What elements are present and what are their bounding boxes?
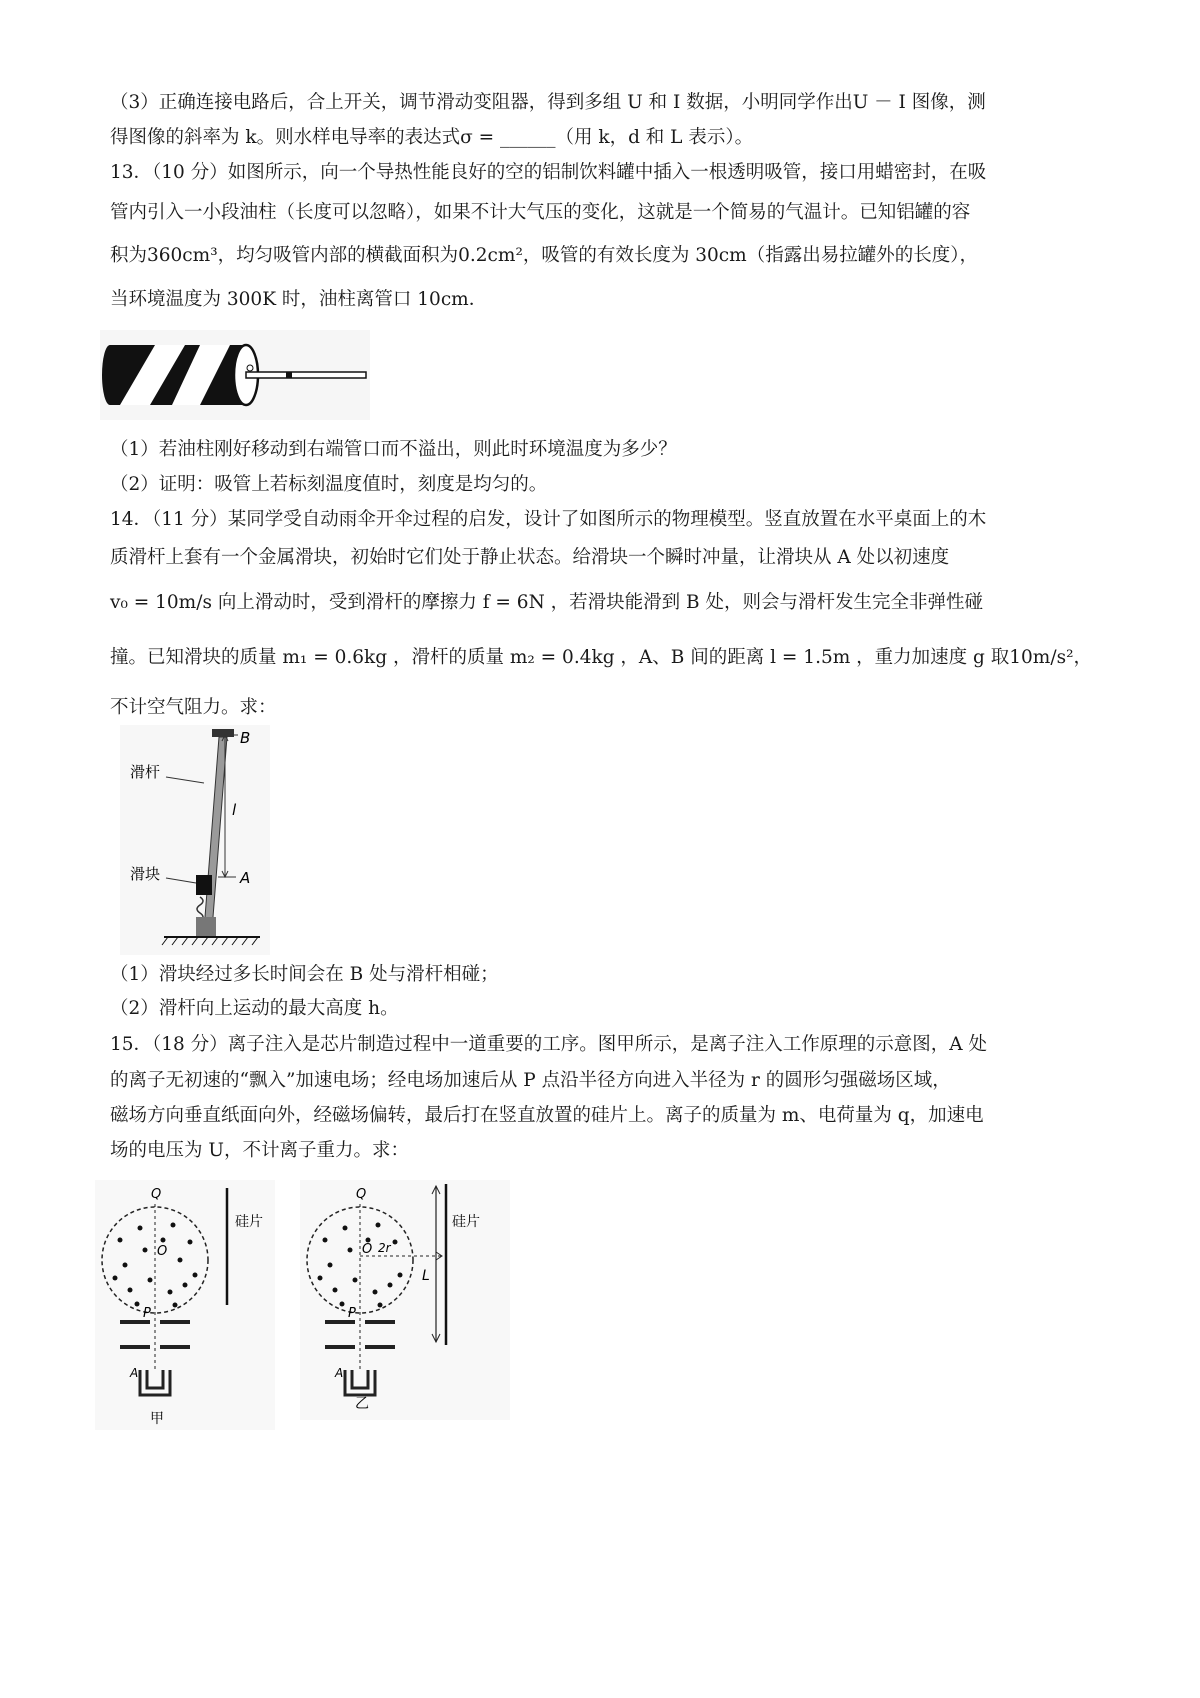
wafer-label: 硅片: [452, 1214, 480, 1230]
point-a-label: A: [335, 1366, 344, 1380]
point-p-label: P: [143, 1306, 151, 1321]
q14-line5: 不计空气阻力。求：: [110, 697, 277, 718]
point-p-label: P: [348, 1306, 356, 1321]
block-label: 滑块: [130, 865, 161, 883]
ion-implant-figure-jia: [95, 1180, 275, 1430]
point-q-label: Q: [151, 1187, 162, 1202]
q13-sub1: （1）若油柱刚好移动到右端管口而不溢出，则此时环境温度为多少？: [110, 439, 677, 460]
figure-caption-jia: 甲: [150, 1411, 164, 1427]
q13-line3: 积为360cm³，均匀吸管内部的横截面积为0.2cm²，吸管的有效长度为 30cm（指露出易拉罐外的长度），: [110, 245, 978, 266]
wafer-label: 硅片: [235, 1214, 263, 1230]
q14-sub2: （2）滑杆向上运动的最大高度 h。: [110, 998, 399, 1019]
q12-part3-line1: （3）正确连接电路后，合上开关，调节滑动变阻器，得到多组 U 和 I 数据，小明同学作出U － I 图像，测: [110, 92, 986, 113]
center-o-label: O: [362, 1242, 373, 1257]
q14-line4: 撞。已知滑块的质量 m₁ = 0.6kg ，滑杆的质量 m₂ = 0.4kg ，A、B 间的距离 l = 1.5m ，重力加速度 g 取10m/s²，: [110, 647, 1092, 668]
point-a-label: A: [130, 1366, 139, 1380]
q13-line1: 13．（10 分）如图所示，向一个导热性能良好的空的铝制饮料罐中插入一根透明吸管，接口用蜡密封，在吸: [110, 162, 987, 183]
distance-2r-label: 2r: [378, 1241, 391, 1255]
point-b-label: B: [240, 729, 251, 747]
center-o-label: O: [157, 1244, 168, 1259]
q15-line1: 15．（18 分）离子注入是芯片制造过程中一道重要的工序。图甲所示，是离子注入工作原理的示意图，A 处: [110, 1034, 987, 1055]
q13-line2: 管内引入一小段油柱（长度可以忽略），如果不计大气压的变化，这就是一个简易的气温计。已知铝罐的容: [110, 202, 971, 223]
figure-caption-yi: 乙: [355, 1396, 369, 1412]
point-q-label: Q: [356, 1187, 367, 1202]
q14-line3: v₀ = 10m/s 向上滑动时，受到滑杆的摩擦力 f = 6N ，若滑块能滑到 B 处，则会与滑杆发生完全非弹性碰: [110, 592, 984, 613]
can-thermometer-figure: [100, 330, 370, 420]
ion-implant-figure-yi: [300, 1180, 510, 1420]
q13-sub2: （2）证明：吸管上若标刻温度值时，刻度是均匀的。: [110, 474, 548, 495]
q15-line4: 场的电压为 U，不计离子重力。求：: [110, 1140, 409, 1161]
q14-sub1: （1）滑块经过多长时间会在 B 处与滑杆相碰；: [110, 964, 499, 985]
q15-line3: 磁场方向垂直纸面向外，经磁场偏转，最后打在竖直放置的硅片上。离子的质量为 m、电荷量为 q，加速电: [110, 1105, 984, 1126]
q13-line4: 当环境温度为 300K 时，油柱离管口 10cm．: [110, 289, 488, 310]
rod-label: 滑杆: [130, 763, 161, 781]
q14-line2: 质滑杆上套有一个金属滑块，初始时它们处于静止状态。给滑块一个瞬时冲量，让滑块从 A 处以初速度: [110, 547, 950, 568]
q15-line2: 的离子无初速的“飘入”加速电场；经电场加速后从 P 点沿半径方向进入半径为 r 的圆形匀强磁场区域，: [110, 1070, 951, 1091]
slider-rod-figure: [120, 725, 270, 955]
q14-line1: 14．（11 分）某同学受自动雨伞开伞过程的启发，设计了如图所示的物理模型。竖直放置在水平桌面上的木: [110, 509, 987, 530]
q12-part3-line2: 得图像的斜率为 k。则水样电导率的表达式σ = ______（用 k，d 和 L 表示）。: [110, 127, 754, 148]
length-l-label: L: [422, 1268, 430, 1284]
point-a-label: A: [240, 869, 251, 887]
distance-l-label: l: [232, 801, 237, 819]
